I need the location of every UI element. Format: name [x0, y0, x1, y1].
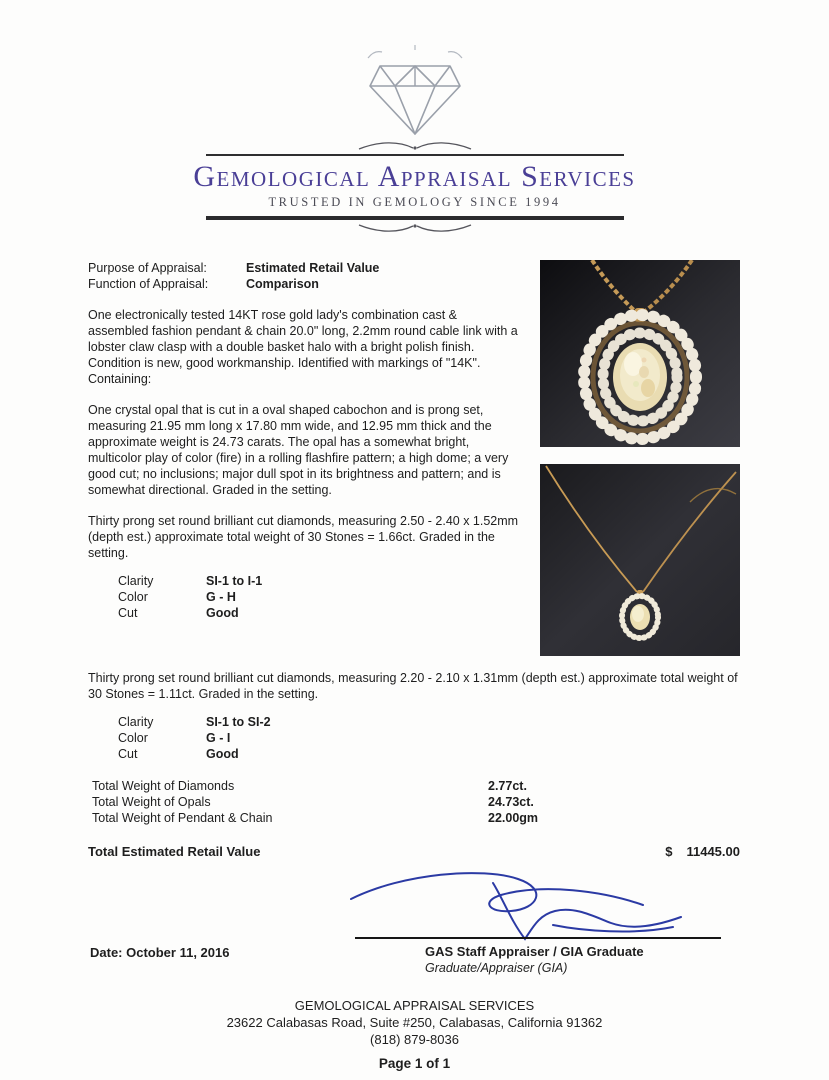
grade-value: Good	[206, 606, 239, 620]
grade-row	[118, 714, 740, 730]
grade-value: SI-1 to I-1	[206, 574, 263, 588]
grade-label: Clarity	[118, 715, 154, 729]
flourish-icon	[355, 140, 475, 152]
pendant-with-chain-photo	[540, 464, 740, 656]
grade-value: SI-1 to SI-2	[206, 715, 271, 729]
currency-symbol: $	[665, 844, 673, 859]
photo-column	[540, 260, 740, 656]
flourish-icon	[355, 222, 475, 234]
opal-description-paragraph: One crystal opal that is cut in a oval shaped cabochon and is prong set, measuring 21.95 mm long x 17.80 mm wide, and 12.95 mm thick and the approximate weight is 24.73 carats. The opal has a somewhat bright, multicolor play of color (fire) in a rolling flashfire pattern; a high dome; a very good cut; no inclusions; major dull spot in its brightness and pattern; and is somewhat directional. Graded in the setting.	[88, 403, 509, 497]
total-value: 2.77ct.	[488, 779, 527, 793]
diamond-logo-icon	[340, 44, 490, 140]
grade-row	[118, 730, 740, 746]
total-row	[88, 794, 740, 810]
purpose-value: Estimated Retail Value	[246, 261, 380, 275]
total-label: Total Weight of Diamonds	[92, 779, 235, 793]
header-divider-top	[206, 140, 624, 156]
total-row	[88, 778, 740, 794]
footer-company: GEMOLOGICAL APPRAISAL SERVICES	[294, 998, 535, 1013]
diamond-grades-table-2	[118, 714, 740, 762]
purpose-row	[88, 260, 520, 276]
appraiser-subtitle: Graduate/Appraiser (GIA)	[425, 961, 568, 975]
retail-value-label: Total Estimated Retail Value	[88, 844, 261, 859]
diamond-grades-table-1	[118, 573, 520, 621]
grade-row	[118, 605, 520, 621]
appraisal-date: Date: October 11, 2016	[90, 945, 230, 960]
function-row	[88, 276, 520, 292]
grade-value: G - I	[206, 731, 231, 745]
grade-label: Color	[118, 590, 148, 604]
grade-value: G - H	[206, 590, 236, 604]
function-value: Comparison	[246, 277, 319, 291]
total-label: Total Weight of Pendant & Chain	[92, 811, 273, 825]
company-tagline: TRUSTED IN GEMOLOGY SINCE 1994	[268, 195, 561, 209]
page-number: Page 1 of 1	[378, 1056, 451, 1071]
total-value: 22.00gm	[488, 811, 539, 825]
header-divider-bottom	[206, 216, 624, 234]
item-description-paragraph: One electronically tested 14KT rose gold lady's combination cast & assembled fashion pendant & chain 20.0" long, 2.2mm round cable link with a lobster claw clasp with a double basket halo with a bright polish finish. Condition is new, good workmanship. Identified with markings of "14K". Containing:	[88, 308, 518, 386]
total-row	[88, 810, 740, 826]
total-value: 24.73ct.	[488, 795, 534, 809]
footer-phone: (818) 879-8036	[370, 1032, 459, 1047]
signature-line	[355, 937, 721, 939]
total-label: Total Weight of Opals	[92, 795, 211, 809]
company-name: Gemological Appraisal Services	[193, 160, 636, 193]
diamonds-second-paragraph: Thirty prong set round brilliant cut diamonds, measuring 2.20 - 2.10 x 1.31mm (depth est.) approximate total weight of 30 Stones = 1.11ct. Graded in the setting.	[88, 671, 738, 701]
description-column	[88, 260, 520, 656]
document-body	[0, 260, 829, 983]
grade-value: Good	[206, 747, 239, 761]
signature-section	[88, 865, 740, 983]
appraiser-signature	[343, 865, 733, 945]
grade-label: Color	[118, 731, 148, 745]
grade-label: Cut	[118, 747, 138, 761]
grade-label: Cut	[118, 606, 138, 620]
purpose-label: Purpose of Appraisal:	[88, 261, 207, 275]
retail-amount: 11445.00	[686, 844, 740, 859]
diamonds-first-paragraph: Thirty prong set round brilliant cut diamonds, measuring 2.50 - 2.40 x 1.52mm (depth est.) approximate total weight of 30 Stones = 1.66ct. Graded in the setting.	[88, 514, 519, 560]
function-label: Function of Appraisal:	[88, 277, 209, 291]
appraiser-title: GAS Staff Appraiser / GIA Graduate	[425, 944, 644, 959]
pendant-closeup-photo	[540, 260, 740, 447]
footer-address: 23622 Calabasas Road, Suite #250, Calabasas, California 91362	[226, 1015, 603, 1030]
retail-value-row	[88, 844, 740, 859]
grade-label: Clarity	[118, 574, 154, 588]
totals-section	[88, 778, 740, 826]
grade-row	[118, 746, 740, 762]
grade-row	[118, 573, 520, 589]
grade-row	[118, 589, 520, 605]
document-footer	[0, 997, 829, 1048]
document-header	[0, 0, 829, 234]
